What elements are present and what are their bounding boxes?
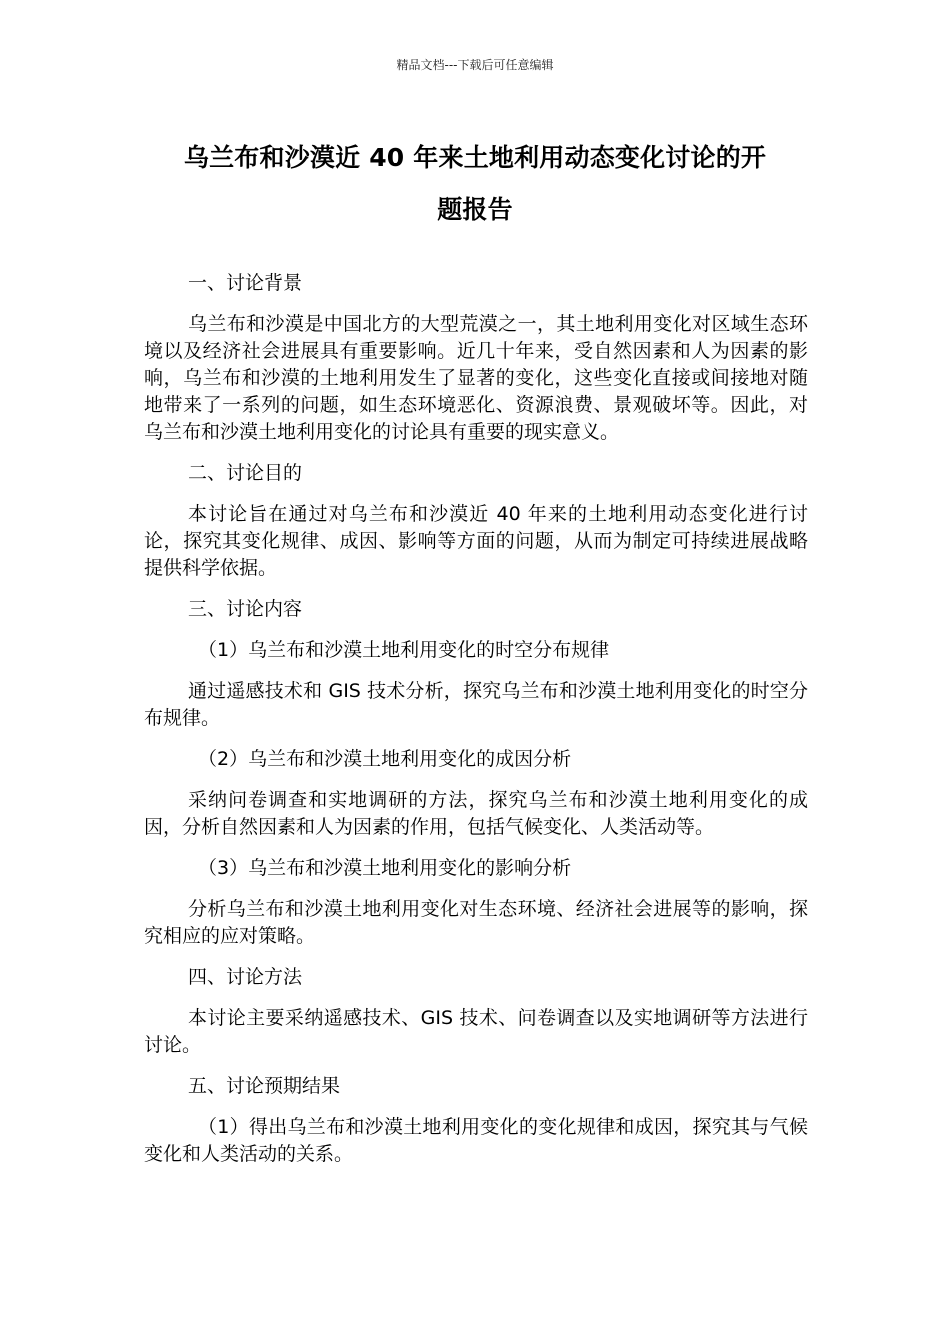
paragraph-purpose: 本讨论旨在通过对乌兰布和沙漠近 40 年来的土地利用动态变化进行讨论，探究其变化规律、成因、影响等方面的问题，从而为制定可持续进展战略提供科学依据。: [144, 503, 808, 579]
document-title: [140, 132, 810, 236]
section-heading-content: 三、讨论内容: [188, 598, 303, 620]
paragraph-distribution: 通过遥感技术和 GIS 技术分析，探究乌兰布和沙漠土地利用变化的时空分布规律。: [144, 680, 808, 729]
paragraph-causes: 采纳问卷调查和实地调研的方法，探究乌兰布和沙漠土地利用变化的成因，分析自然因素和人为因素的作用，包括气候变化、人类活动等。: [144, 789, 808, 838]
paragraph-background: 乌兰布和沙漠是中国北方的大型荒漠之一，其土地利用变化对区域生态环境以及经济社会进展具有重要影响。近几十年来，受自然因素和人为因素的影响，乌兰布和沙漠的土地利用发生了显著的变化，这些变化直接或间接地对随地带来了一系列的问题，如生态环境恶化、资源浪费、景观破坏等。因此，对乌兰布和沙漠土地利用变化的讨论具有重要的现实意义。: [144, 313, 808, 443]
subheading-causes: （2）乌兰布和沙漠土地利用变化的成因分析: [198, 748, 572, 770]
section-heading-methods: 四、讨论方法: [188, 966, 303, 988]
subheading-impact: （3）乌兰布和沙漠土地利用变化的影响分析: [198, 857, 572, 879]
title-line-2: 题报告: [437, 195, 513, 224]
paragraph-impact: 分析乌兰布和沙漠土地利用变化对生态环境、经济社会进展等的影响，探究相应的应对策略。: [144, 898, 808, 947]
subheading-distribution: （1）乌兰布和沙漠土地利用变化的时空分布规律: [198, 639, 610, 661]
document-body: [144, 270, 808, 1182]
title-line-1: 乌兰布和沙漠近 40 年来土地利用动态变化讨论的开: [183, 143, 767, 172]
section-heading-expected-results: 五、讨论预期结果: [188, 1075, 341, 1097]
section-heading-purpose: 二、讨论目的: [188, 462, 303, 484]
paragraph-methods: 本讨论主要采纳遥感技术、GIS 技术、问卷调查以及实地调研等方法进行讨论。: [144, 1007, 808, 1056]
paragraph-expected-result-1: （1）得出乌兰布和沙漠土地利用变化的变化规律和成因，探究其与气候变化和人类活动的关系。: [144, 1116, 808, 1165]
page-header: 精品文档---下载后可任意编辑: [396, 58, 554, 72]
section-heading-background: 一、讨论背景: [188, 272, 303, 294]
